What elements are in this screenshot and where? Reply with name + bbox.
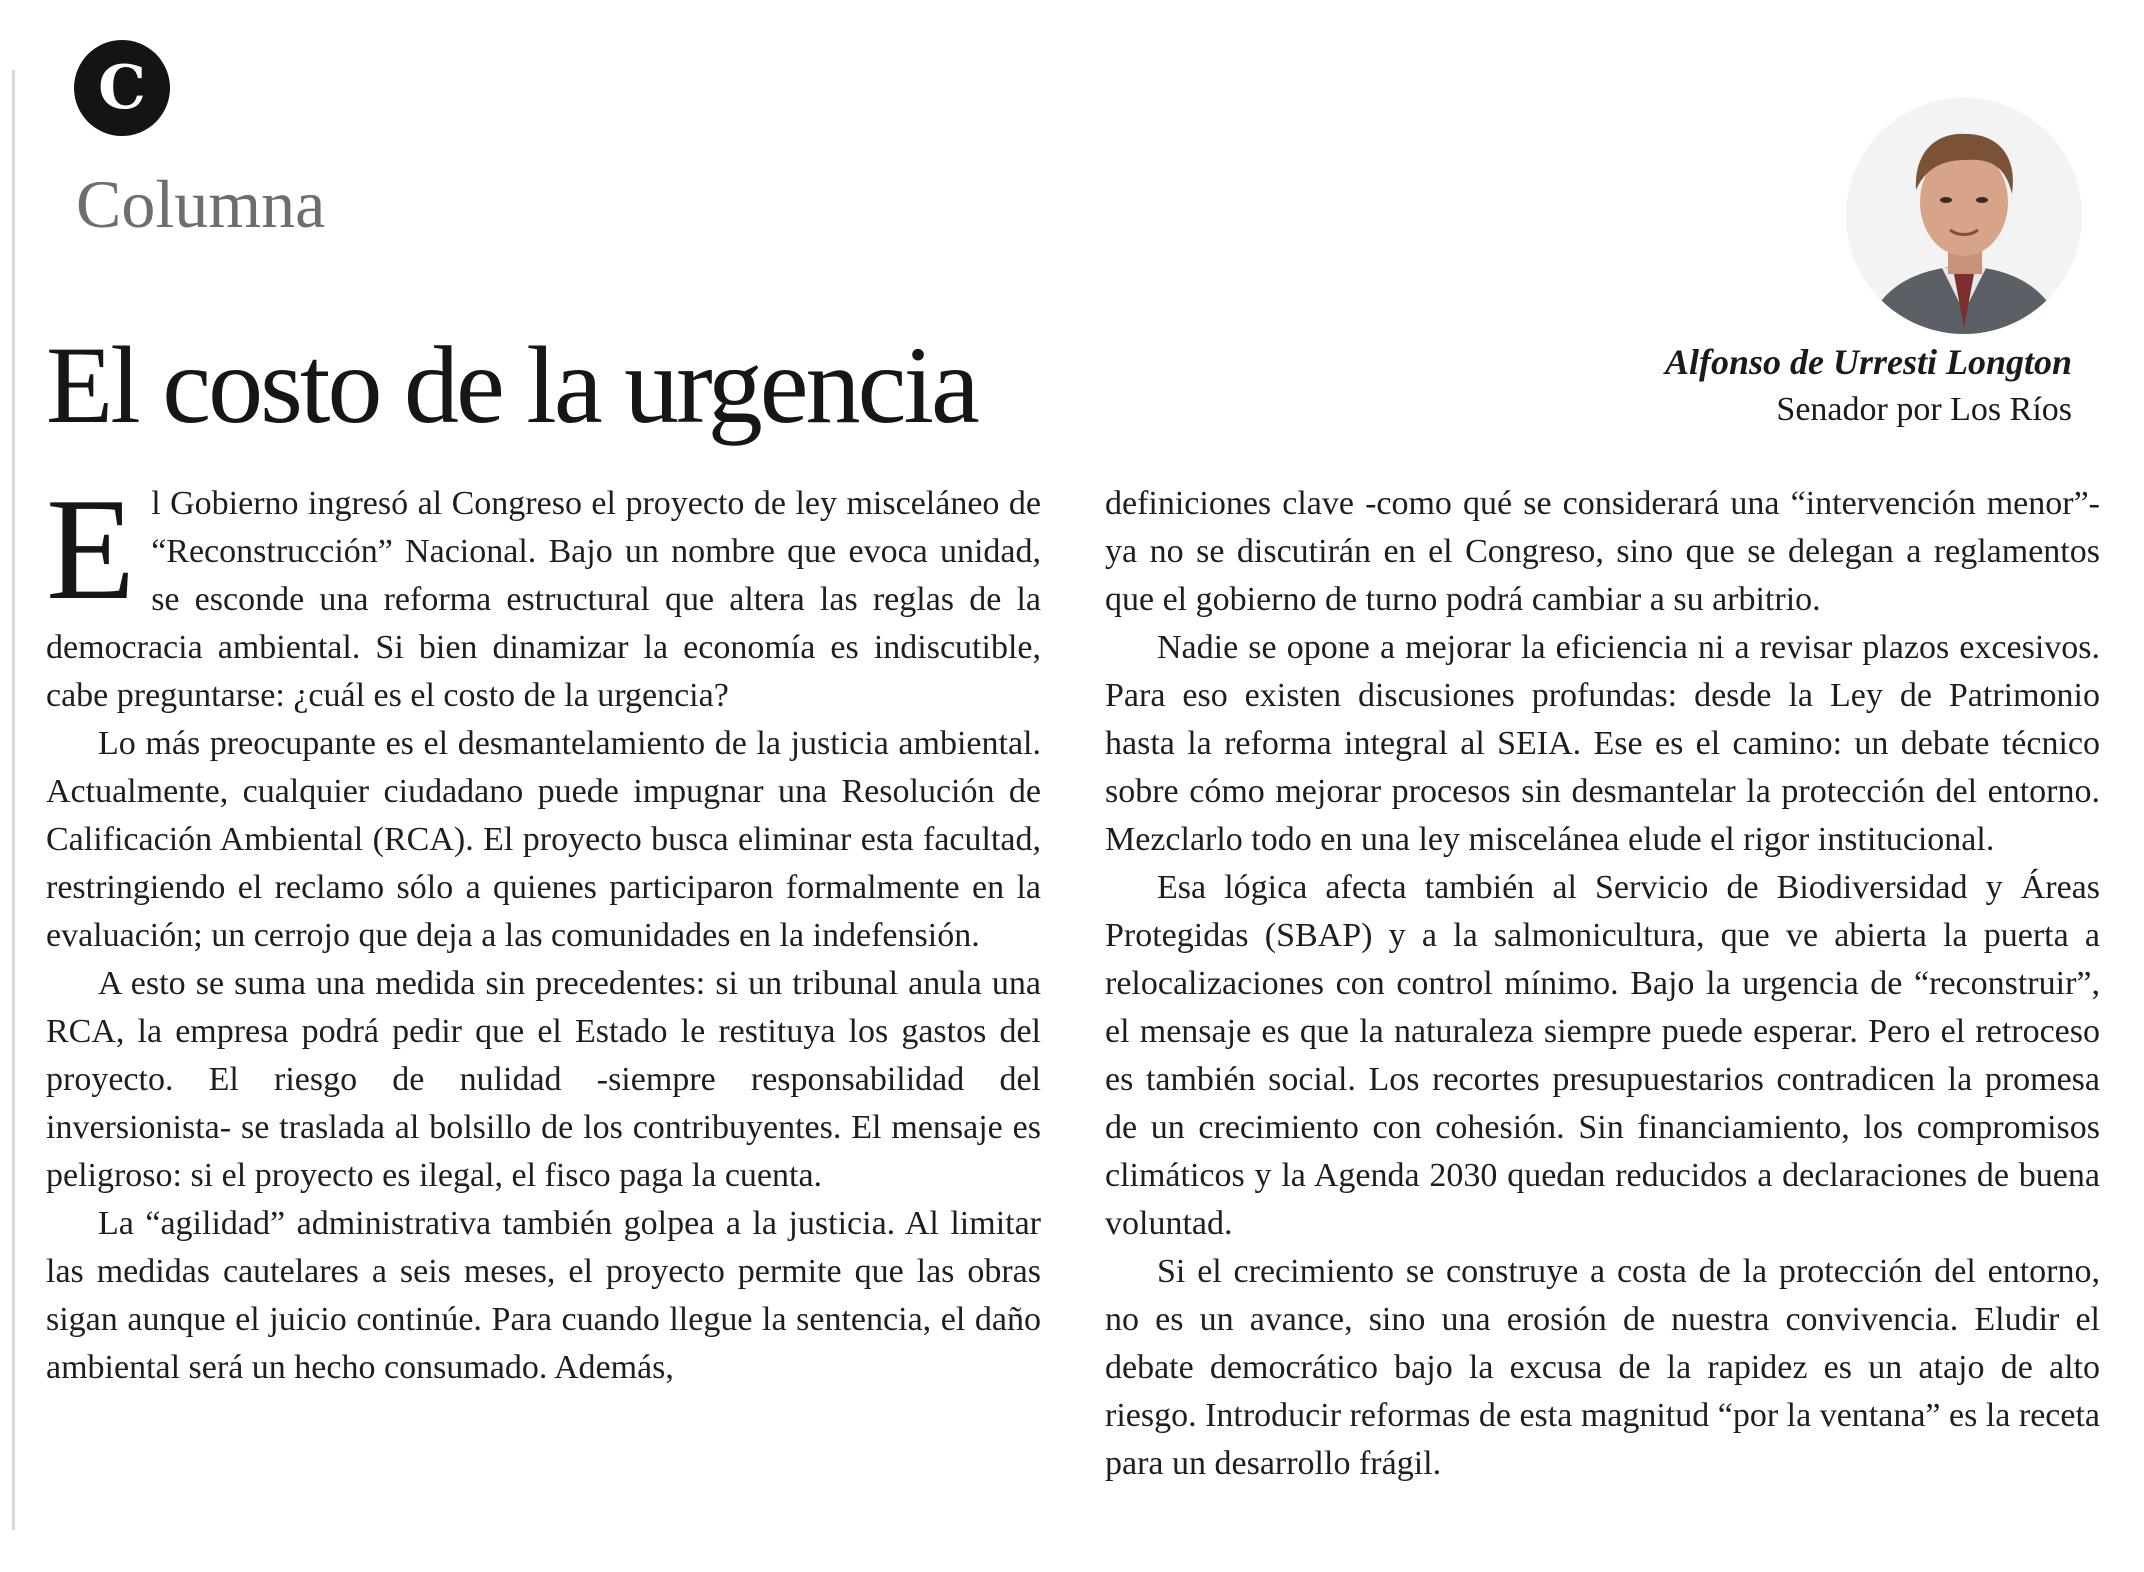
section-label: Columna	[76, 166, 326, 242]
article-paragraph	[46, 468, 1041, 720]
author-portrait-image	[1846, 98, 2082, 334]
column-badge-icon	[74, 40, 170, 136]
badge-letter: C	[98, 53, 146, 123]
article-column-right	[1105, 480, 2100, 1488]
article-paragraph: A esto se suma una medida sin precedentes: si un tribunal anula una RCA, la empresa podrá pedir que el Estado le restituya los gastos del proyecto. El riesgo de nulidad -siempre responsabilidad del inversionista- se traslada al bolsillo de los contribuyentes. El mensaje es peligroso: si el proyecto es ilegal, el fisco paga la cuenta.	[46, 965, 1041, 1194]
article-paragraph: Nadie se opone a mejorar la eficiencia ni a revisar plazos excesivos. Para eso existen discusiones profundas: desde la Ley de Patrimonio hasta la reforma integral al SEIA. Ese es el camino: un debate técnico sobre cómo mejorar procesos sin desmantelar la protección del entorno. Mezclarlo todo en una ley miscelánea elude el rigor institucional.	[1105, 629, 2100, 858]
article-paragraph: Si el crecimiento se construye a costa de la protección del entorno, no es un avance, sino una erosión de nuestra convivencia. Eludir el debate democrático bajo la excusa de la rapidez es un atajo de alto riesgo. Introducir reformas de esta magnitud “por la ventana” es la receta para un desarrollo frágil.	[1105, 1253, 2100, 1482]
article-paragraph: definiciones clave -como qué se considerará una “intervención menor”- ya no se discutirán en el Congreso, sino que se delegan a reglamentos que el gobierno de turno podrá cambiar a su arbitrio.	[1105, 485, 2100, 618]
left-margin-rule	[12, 70, 15, 1530]
article-headline: El costo de la urgencia	[46, 324, 977, 446]
author-role: Senador por Los Ríos	[1776, 391, 2072, 428]
article-column-left	[46, 468, 1041, 1392]
paragraph-text: l Gobierno ingresó al Congreso el proyecto de ley misceláneo de “Reconstrucción” Nacional. Bajo un nombre que evoca unidad, se esconde una reforma estructural que altera las reglas de la democracia ambiental. Si bien dinamizar la economía es indiscutible, cabe preguntarse: ¿cuál es el costo de la urgencia?	[46, 485, 1041, 714]
author-photo	[1846, 98, 2082, 334]
author-byline	[1665, 338, 2072, 434]
article-paragraph: Esa lógica afecta también al Servicio de Biodiversidad y Áreas Protegidas (SBAP) y a la salmonicultura, que ve abierta la puerta a relocalizaciones con control mínimo. Bajo la urgencia de “reconstruir”, el mensaje es que la naturaleza siempre puede esperar. Pero el retroceso es también social. Los recortes presupuestarios contradicen la promesa de un crecimiento con cohesión. Sin financiamiento, los compromisos climáticos y la Agenda 2030 quedan reducidos a declaraciones de buena voluntad.	[1105, 869, 2100, 1242]
drop-cap: E	[46, 468, 136, 630]
article-paragraph: La “agilidad” administrativa también golpea a la justicia. Al limitar las medidas cautelares a seis meses, el proyecto permite que las obras sigan aunque el juicio continúe. Para cuando llegue la sentencia, el daño ambiental será un hecho consumado. Además,	[46, 1205, 1041, 1386]
author-name: Alfonso de Urresti Longton	[1664, 342, 2072, 382]
article-paragraph: Lo más preocupante es el desmantelamiento de la justicia ambiental. Actualmente, cualquier ciudadano puede impugnar una Resolución de Calificación Ambiental (RCA). El proyecto busca eliminar esta facultad, restringiendo el reclamo sólo a quienes participaron formalmente en la evaluación; un cerrojo que deja a las comunidades en la indefensión.	[46, 725, 1041, 954]
